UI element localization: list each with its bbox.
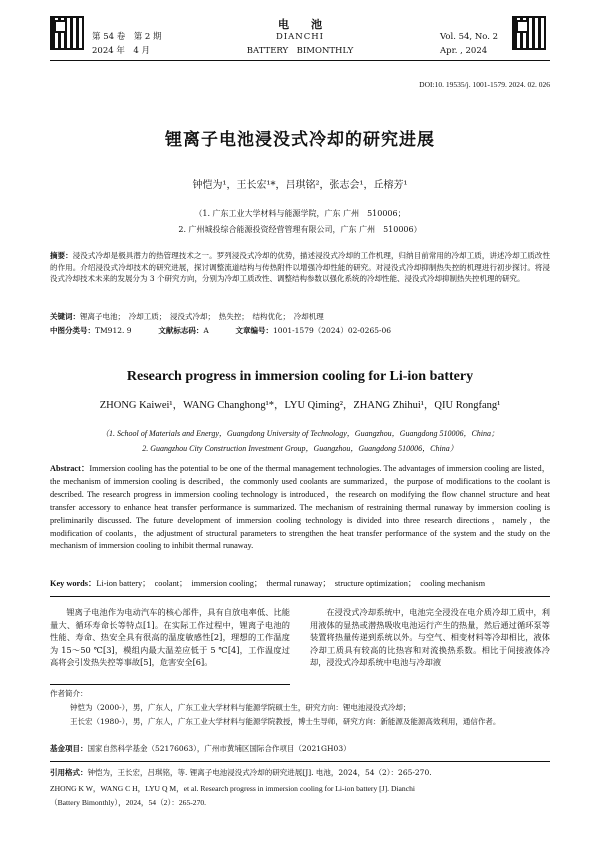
header-volume-cn: 第 54 卷 第 2 期 — [92, 32, 162, 42]
keywords-cn-label: 关键词： — [50, 312, 80, 321]
fund-text: 国家自然科学基金（52176063），广州市黄埔区国际合作项目（2021GH03） — [87, 744, 351, 753]
doi: DOI:10. 19535/j. 1001-1579. 2024. 02. 026 — [419, 80, 550, 89]
citation-en-line1: ZHONG K W，WANG C H，LYU Q M，et al. Research progress in immersion cooling for Li-ion battery [J]. Dianchi — [50, 784, 415, 793]
affiliation-en-2: 2. Guangzhou City Construction Investment Group，Guangzhou，Guangdong 510006，China） — [142, 444, 458, 453]
authors-cn: 钟恺为¹，王长宏¹*，吕琪铭²，张志会¹，丘榕芳¹ — [192, 180, 408, 191]
citation-en-line2: （Battery Bimonthly），2024，54（2）：265-270. — [50, 798, 207, 807]
citation-cn — [50, 767, 550, 779]
header-volume-en: Vol. 54, No. 2 — [440, 32, 499, 42]
abstract-en — [50, 463, 550, 553]
clc-label: 中图分类号： — [50, 326, 95, 335]
body-column-left: 锂离子电池作为电动汽车的核心部件，具有自放电率低、比能量大、循环寿命长等特点[1]。在实际工作过程中，锂离子电池的性能、寿命、热安全具有很高的温度敏感性[2]，理想的工作温度为 15～50 ℃[3]，模组内最大温差应低于 5 ℃[4]，工作温度过高将会引发热失控等事故[5]，危害安全[6]。 — [50, 607, 290, 668]
journal-pinyin: DIANCHI — [275, 32, 325, 42]
abstract-cn — [50, 250, 550, 285]
abstract-en-label: Abstract： — [50, 464, 90, 473]
journal-title-cn: 电 池 — [278, 18, 322, 31]
citation-cn-text: 钟恺为，王长宏，吕琪铭，等. 锂离子电池浸没式冷却的研究进展[J]. 电池，2024，54（2）：265-270. — [87, 768, 432, 777]
article-id-value: 1001-1579（2024）02-0265-06 — [273, 326, 392, 335]
footnote-author-1: 钟恺为（2000-），男，广东人，广东工业大学材料与能源学院硕士生，研究方向：锂电池浸没式冷却； — [70, 703, 411, 712]
header-rule — [50, 60, 550, 61]
affiliation-en-1: （1. School of Materials and Energy，Guangdong University of Technology，Guangzhou，Guangdong 510006，China； — [100, 429, 500, 438]
clc-value: TM912. 9 — [95, 326, 132, 335]
keywords-cn — [50, 311, 550, 323]
affiliation-cn-2: 2. 广州城投综合能源投资经营管理有限公司，广东 广州 510006） — [178, 225, 422, 234]
citation-cn-label: 引用格式： — [50, 768, 88, 777]
title-en: Research progress in immersion cooling for Li-ion battery — [126, 369, 474, 384]
header-date-cn: 2024 年 4 月 — [92, 46, 150, 56]
footnote-author-2: 王长宏（1980-），男，广东人，广东工业大学材料与能源学院教授，博士生导师，研究方向：新能源及能源高效利用，通信作者。 — [70, 717, 501, 726]
abstract-cn-text: 浸没式冷却是极具潜力的热管理技术之一。罗列浸没式冷却的优势，描述浸没式冷却的工作机理，归纳目前常用的冷却工质，讲述冷却工质改性的作用。介绍浸没式冷却技术的研究进展，探讨调整流道结构与传热附件以增强冷却性能的研究。对浸没式冷却抑制热失控的机理进行初步探讨。将浸没式冷却技术未来的发展分为 3 个研究方向，分别为冷却工质改性、调整结构参数以强化系统的冷却性能、浸没式冷却抑制热失控机理的研究。 — [50, 251, 550, 283]
body-column-right: 在浸没式冷却系统中，电池完全浸没在电介质冷却工质中，利用液体的显热或潜热吸收电池运行产生的热量，然后通过循环泵等装置将热量传递到系统以外。与空气、相变材料等冷却相比，液体冷却工质具有较高的比热容和对流换热系数。相比于间接液体冷却，浸没式冷却系统中电池与冷却液 — [310, 607, 550, 668]
authors-en: ZHONG Kaiwei¹，WANG Changhong¹*，LYU Qiming²，ZHANG Zhihui¹，QIU Rongfang¹ — [99, 400, 501, 411]
abstract-cn-label: 摘要： — [50, 251, 73, 260]
doc-code-value: A — [203, 326, 209, 335]
qr-code-right — [512, 16, 546, 50]
classification-cn — [50, 325, 550, 337]
footnote-rule — [50, 684, 290, 685]
keywords-en — [50, 578, 550, 591]
footnote-fund — [50, 743, 550, 755]
fund-label: 基金项目： — [50, 744, 88, 753]
header-date-en: Apr. , 2024 — [440, 46, 488, 56]
citation-rule — [50, 761, 550, 762]
affiliation-cn-1: （1. 广东工业大学材料与能源学院，广东 广州 510006； — [194, 209, 406, 218]
keywords-en-label: Key words： — [50, 579, 97, 588]
journal-title-en: BATTERY BIMONTHLY — [246, 46, 354, 56]
keywords-cn-text: 锂离子电池； 冷却工质； 浸没式冷却； 热失控； 结构优化； 冷却机理 — [80, 312, 324, 321]
title-cn: 锂离子电池浸没式冷却的研究进展 — [165, 130, 435, 150]
qr-code-left — [50, 16, 84, 50]
keywords-en-text: Li-ion battery； coolant； immersion cooling； thermal runaway； structure optimization； cooling mechanism — [96, 579, 486, 588]
doc-code-label: 文献标志码： — [158, 326, 204, 335]
article-id-label: 文章编号： — [235, 326, 274, 335]
footnote-author-label: 作者简介： — [50, 689, 88, 698]
abstract-en-text: Immersion cooling has the potential to be one of the thermal management technologies. The advantages of immersion cooling are listed，the mechanism of immersion cooling is described，the commonly used coolants are summarized，the purpose of modifications to the coolant is described. The research progress in immersion cooling technology is introduced，the research on modifying the flow channel structure and heat transfer accessory to enhance heat transfer performance is summarized. The mechanism of restraining thermal runaway by immersion cooling is preliminarily discussed. The future development of immersion cooling technology is divided into three research directions，namely，the modification of coolants，the adjustment of structural parameters to strengthen the heat transfer performance of the system and the study on the mechanism of immersion cooling to inhibit thermal runaway. — [50, 464, 551, 551]
abstract-rule — [50, 596, 550, 597]
